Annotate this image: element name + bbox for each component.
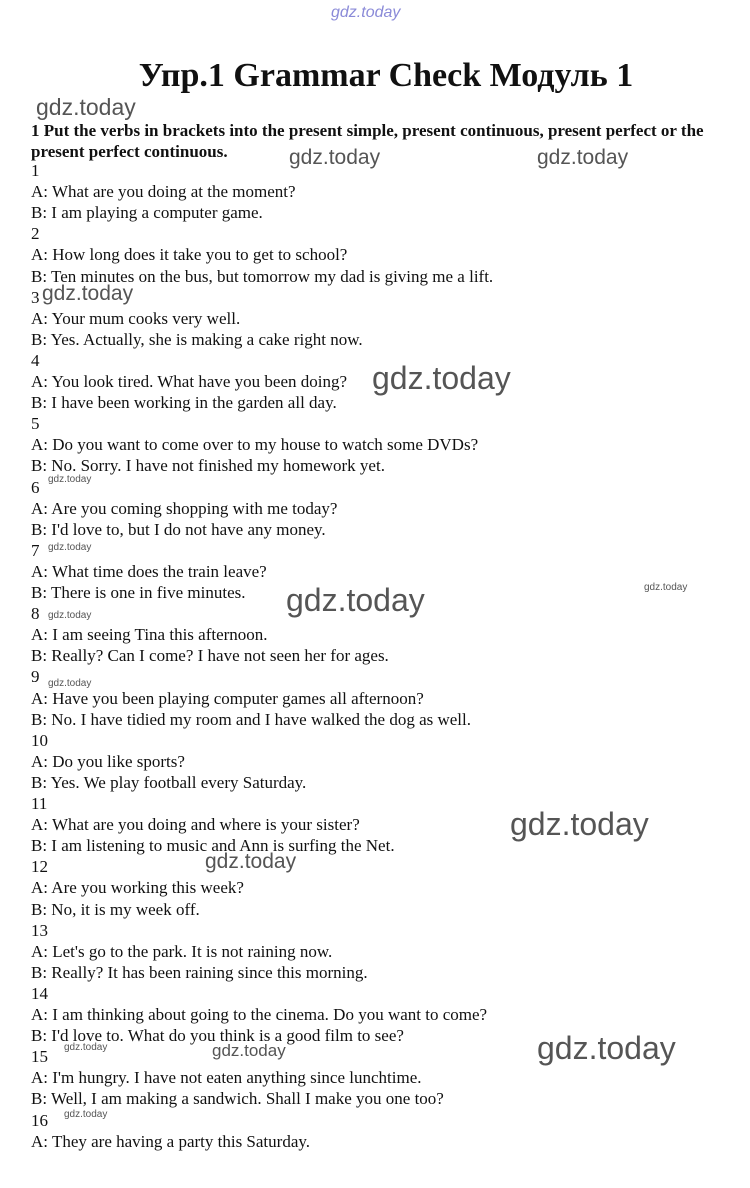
dialogue-line: A: Do you want to come over to my house to watch some DVDs?	[31, 435, 479, 455]
dialogue-number: 8	[31, 604, 40, 624]
dialogue-number: 3	[31, 287, 40, 307]
watermark: gdz.today	[42, 282, 134, 305]
dialogue-line: A: I am seeing Tina this afternoon.	[31, 625, 268, 645]
watermark: gdz.today	[48, 678, 92, 689]
watermark: gdz.today	[644, 582, 688, 593]
dialogue-number: 15	[31, 1047, 48, 1067]
dialogue-line: A: Are you working this week?	[31, 878, 244, 898]
dialogue-line: A: Do you like sports?	[31, 751, 185, 771]
watermark: gdz.today	[48, 474, 92, 485]
dialogue-number: 16	[31, 1110, 48, 1130]
dialogue-line: B: There is one in five minutes.	[31, 583, 246, 602]
watermark: gdz.today	[286, 582, 425, 618]
dialogue-line: A: What are you doing at the moment?	[31, 182, 296, 202]
watermark: gdz.today	[372, 360, 511, 396]
dialogue-line: A: Have you been playing computer games all afternoon?	[31, 688, 424, 708]
dialogue-number: 7	[31, 540, 40, 560]
dialogue-line: B: Well, I am making a sandwich. Shall I make you one too?	[31, 1089, 444, 1109]
dialogue-line: A: They are having a party this Saturday.	[31, 1131, 311, 1151]
dialogue-line: B: I'd love to. What do you think is a good film to see?	[31, 1026, 404, 1046]
dialogue-number: 1	[31, 161, 40, 180]
dialogue-number: 10	[31, 730, 48, 750]
dialogue-line: B: Really? Can I come? I have not seen her for ages.	[31, 646, 389, 666]
watermark: gdz.today	[64, 1042, 108, 1053]
top-watermark: gdz.today	[331, 4, 401, 21]
watermark: gdz.today	[64, 1109, 108, 1120]
watermark: gdz.today	[48, 542, 92, 553]
dialogue-line: B: Yes. Actually, she is making a cake right now.	[31, 329, 363, 349]
dialogue-line: B: I am listening to music and Ann is surfing the Net.	[31, 836, 395, 856]
dialogue-number: 11	[31, 794, 48, 813]
page-title: Упр.1 Grammar Check Модуль 1	[138, 57, 634, 94]
watermark: gdz.today	[36, 94, 136, 120]
dialogue-number: 13	[31, 920, 48, 940]
dialogue-number: 5	[31, 414, 40, 434]
dialogue-line: A: How long does it take you to get to school?	[31, 245, 348, 265]
watermark: gdz.today	[537, 1030, 676, 1066]
dialogue-line: B: I'd love to, but I do not have any money.	[31, 519, 326, 539]
dialogue-number: 2	[31, 224, 40, 244]
dialogue-number: 6	[31, 477, 40, 497]
dialogue-number: 9	[31, 667, 40, 687]
dialogue-line: B: Ten minutes on the bus, but tomorrow my dad is giving me a lift.	[31, 266, 494, 286]
watermark: gdz.today	[537, 146, 629, 169]
dialogue-line: A: Your mum cooks very well.	[31, 308, 241, 328]
watermark: gdz.today	[510, 806, 649, 842]
dialogue-line: A: What time does the train leave?	[31, 561, 267, 581]
dialogue-line: A: Are you coming shopping with me today?	[31, 498, 338, 518]
dialogue-line: B: No. I have tidied my room and I have walked the dog as well.	[31, 709, 471, 729]
exercise-instruction: 1 Put the verbs in brackets into the present simple, present continuous, present perfect or the present perfect continuous.	[31, 121, 704, 161]
dialogue-line: B: Yes. We play football every Saturday.	[31, 772, 307, 792]
dialogue-line: A: I'm hungry. I have not eaten anything since lunchtime.	[31, 1068, 422, 1088]
watermark: gdz.today	[205, 850, 297, 873]
dialogue-line: B: No. Sorry. I have not finished my homework yet.	[31, 456, 385, 476]
dialogue-line: A: Let's go to the park. It is not raining now.	[31, 941, 333, 961]
dialogue-line: A: You look tired. What have you been doing?	[31, 372, 348, 391]
watermark: gdz.today	[48, 610, 92, 621]
watermark: gdz.today	[289, 146, 381, 169]
dialogue-line: B: I have been working in the garden all day.	[31, 393, 337, 413]
dialogue-line: B: No, it is my week off.	[31, 899, 200, 919]
dialogue-line: B: I am playing a computer game.	[31, 203, 263, 223]
dialogue-line: A: I am thinking about going to the cinema. Do you want to come?	[31, 1005, 488, 1024]
dialogue-number: 4	[31, 350, 40, 370]
dialogue-line: B: Really? It has been raining since this morning.	[31, 962, 368, 982]
dialogue-number: 14	[31, 983, 48, 1003]
dialogue-number: 12	[31, 857, 48, 877]
watermark: gdz.today	[212, 1041, 286, 1060]
dialogue-line: A: What are you doing and where is your sister?	[31, 815, 360, 835]
